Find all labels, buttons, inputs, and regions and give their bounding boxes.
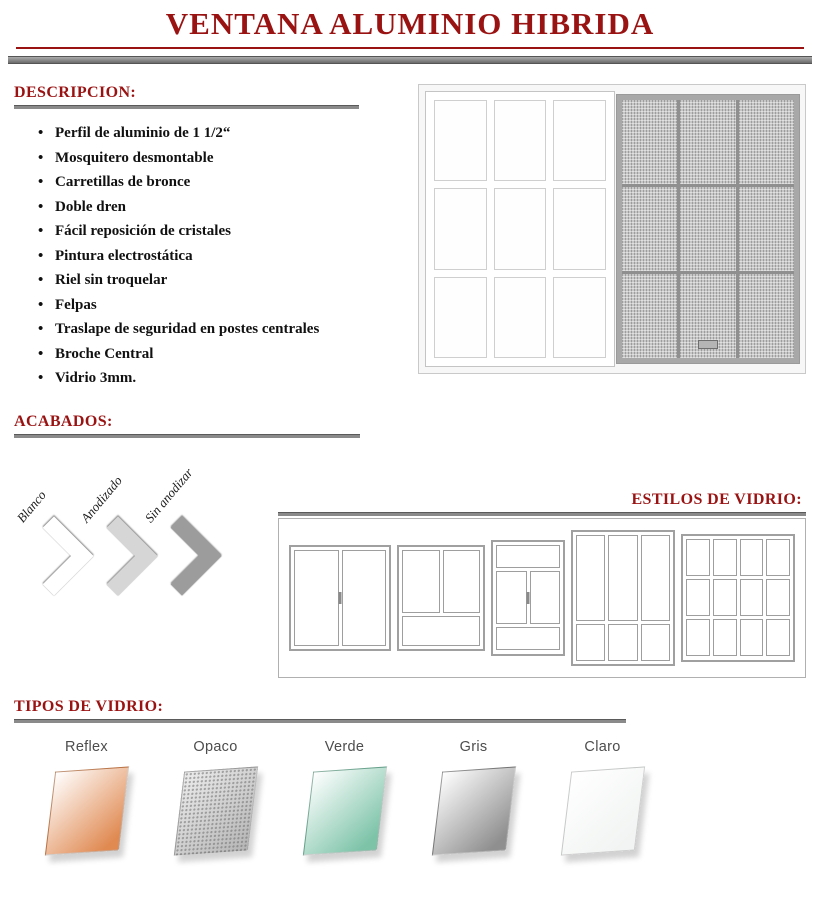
diagram-pane: [342, 550, 387, 646]
header-divider-bar: [8, 56, 812, 64]
diagram-pane: [608, 535, 637, 621]
glass-type-verde: [280, 739, 409, 853]
mesh-cell: [680, 100, 735, 184]
mosquito-screen-panel: [617, 95, 799, 363]
diagram-pane: [294, 550, 339, 646]
estilos-heading: ESTILOS DE VIDRIO:: [631, 490, 802, 508]
list-item: • Doble dren: [38, 199, 416, 216]
list-item: • Riel sin troquelar: [38, 272, 416, 289]
description-list: [14, 125, 416, 387]
glass-pane: [434, 100, 487, 181]
glass-type-label: Opaco: [193, 738, 238, 755]
window-style-diagram-transom-slider: [491, 540, 565, 656]
list-item: • Broche Central: [38, 346, 416, 363]
diagram-handle: [339, 592, 342, 604]
list-item: • Traslape de seguridad en postes centrales: [38, 321, 416, 338]
finish-sample-sin-anodizar: [141, 464, 230, 612]
diagram-pane: [641, 535, 670, 621]
description-section: [0, 64, 820, 395]
diagram-pane: [608, 624, 637, 661]
diagram-pane: [576, 624, 605, 661]
list-item: • Mosquitero desmontable: [38, 150, 416, 167]
acabados-heading-rule: [14, 434, 360, 438]
glass-type-opaco: [151, 739, 280, 853]
window-styles-section: [278, 491, 806, 678]
diagram-pane: [496, 545, 560, 568]
diagram-pane: [713, 539, 737, 576]
diagram-pane: [766, 619, 790, 656]
description-column: [14, 84, 416, 395]
diagram-pane: [402, 616, 480, 645]
screen-latch-handle: [698, 340, 718, 349]
window-product-image: [418, 84, 806, 374]
glass-pane: [434, 277, 487, 358]
diagram-pane: [443, 550, 481, 614]
glass-pane: [494, 188, 547, 269]
list-item: • Pintura electrostática: [38, 248, 416, 265]
glass-pane: [553, 100, 606, 181]
corner-profile-icon: [142, 516, 221, 595]
glass-type-label: Gris: [459, 738, 488, 755]
finish-samples: [14, 464, 278, 612]
diagram-pane: [686, 579, 710, 616]
window-styles-panel: [278, 518, 806, 678]
glass-pane: [553, 277, 606, 358]
diagram-pane: [740, 619, 764, 656]
glass-type-samples: [14, 739, 806, 853]
title-underline: [16, 47, 804, 49]
list-item: • Fácil reposición de cristales: [38, 223, 416, 240]
diagram-pane: [686, 619, 710, 656]
glass-pane: [553, 188, 606, 269]
glass-type-claro: [538, 739, 667, 853]
glass-types-section: [0, 682, 820, 853]
mesh-cell: [680, 187, 735, 271]
glass-sample-swatch: [302, 766, 386, 855]
glass-type-reflex: [22, 739, 151, 853]
glass-sash-panel: [425, 91, 615, 367]
diagram-handle: [527, 592, 530, 604]
finishes-section: [14, 413, 278, 678]
window-style-diagram-multi-grid: [681, 534, 795, 662]
finish-label: Blanco: [13, 487, 49, 525]
descripcion-heading-rule: [14, 105, 359, 109]
estilos-heading-rule: [278, 512, 806, 516]
diagram-pane: [496, 571, 527, 624]
diagram-pane: [496, 627, 560, 650]
acabados-heading: ACABADOS:: [14, 412, 113, 430]
glass-type-label: Claro: [584, 738, 621, 755]
glass-sample-swatch: [431, 766, 515, 855]
diagram-pane: [530, 571, 561, 624]
diagram-pane: [641, 624, 670, 661]
diagram-pane: [740, 579, 764, 616]
finish-label: Anodizado: [77, 472, 125, 525]
tipos-heading: TIPOS DE VIDRIO:: [14, 697, 164, 715]
glass-sample-swatch: [44, 766, 128, 855]
glass-type-label: Reflex: [65, 738, 108, 755]
mesh-cell: [739, 274, 794, 358]
window-style-diagram-slider-bottom-fixed: [397, 545, 485, 651]
finish-label: Sin anodizar: [141, 464, 196, 525]
mesh-cell: [622, 100, 677, 184]
glass-type-label: Verde: [324, 738, 365, 755]
glass-pane: [494, 277, 547, 358]
descripcion-heading: DESCRIPCION:: [14, 84, 137, 101]
diagram-pane: [713, 619, 737, 656]
page-title: VENTANA ALUMINIO HIBRIDA: [165, 6, 655, 41]
diagram-row: [402, 550, 480, 614]
window-style-diagram-slider: [289, 545, 391, 651]
diagram-pane: [686, 539, 710, 576]
list-item: • Felpas: [38, 297, 416, 314]
diagram-pane: [713, 579, 737, 616]
mesh-cell: [622, 187, 677, 271]
list-item: • Vidrio 3mm.: [38, 370, 416, 387]
mesh-cell: [739, 187, 794, 271]
list-item: • Carretillas de bronce: [38, 174, 416, 191]
diagram-pane: [766, 579, 790, 616]
diagram-pane: [740, 539, 764, 576]
window-style-diagram-three-panel: [571, 530, 675, 666]
diagram-pane: [402, 550, 440, 614]
glass-sample-swatch: [560, 766, 644, 855]
mesh-cell: [739, 100, 794, 184]
page-header: [0, 0, 820, 64]
mesh-cell: [622, 274, 677, 358]
diagram-pane: [766, 539, 790, 576]
glass-type-gris: [409, 739, 538, 853]
diagram-pane: [576, 535, 605, 621]
glass-pane: [494, 100, 547, 181]
glass-sample-swatch: [173, 766, 257, 855]
glass-pane: [434, 188, 487, 269]
tipos-heading-rule: [14, 719, 626, 723]
list-item: • Perfil de aluminio de 1 1/2“: [38, 125, 416, 142]
middle-section: [0, 395, 820, 678]
